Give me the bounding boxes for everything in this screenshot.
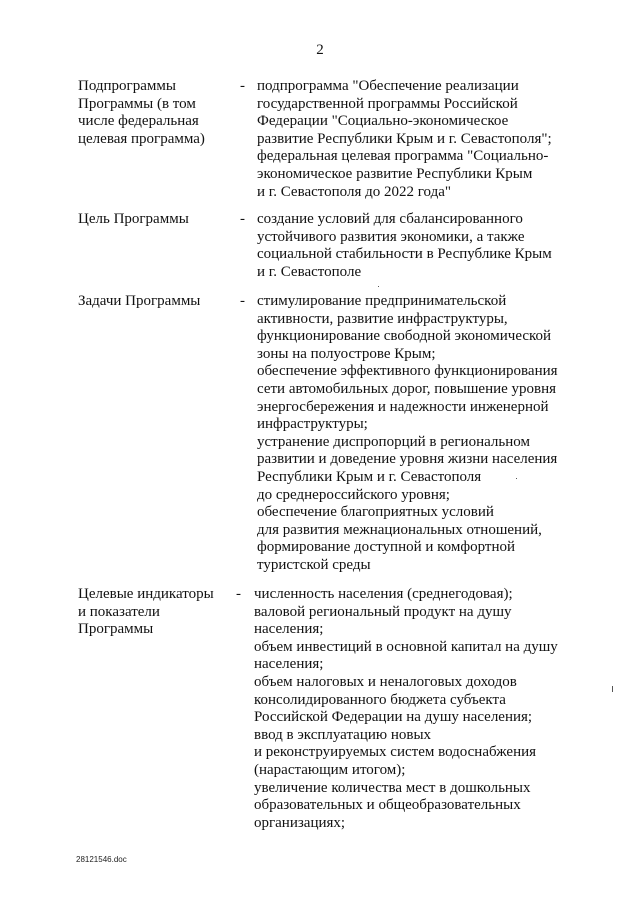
content-line: консолидированного бюджета субъекта — [254, 691, 506, 708]
row-content — [257, 78, 552, 201]
content-line: и г. Севастополе — [257, 263, 362, 280]
content-line: Республики Крым и г. Севастополя — [257, 468, 482, 485]
content-line: зоны на полуострове Крым; — [257, 345, 436, 362]
row-content — [257, 293, 558, 575]
content-line: развитие Республики Крым и г. Севастополя"; — [257, 130, 552, 147]
content-line: Российской Федерации на душу населения; — [254, 709, 533, 726]
content-line: федеральная целевая программа "Социально- — [257, 148, 549, 165]
page-number: 2 — [316, 42, 324, 58]
content-line: Федерации "Социально-экономическое — [257, 113, 509, 130]
content-line: энергосбережения и надежности инженерной — [257, 398, 549, 415]
content-line: инфраструктуры; — [257, 416, 368, 433]
row-dash: - — [240, 78, 245, 94]
content-line: подпрограмма "Обеспечение реализации — [257, 78, 519, 94]
content-line: (нарастающим итогом); — [254, 761, 406, 778]
content-line: объем налоговых и неналоговых доходов — [254, 673, 517, 690]
content-line: населения; — [254, 656, 324, 673]
scan-speck — [516, 478, 517, 479]
content-line: ввод в эксплуатацию новых — [254, 726, 432, 743]
content-line: обеспечение благоприятных условий — [257, 504, 494, 521]
content-line: устойчивого развития экономики, а также — [257, 228, 525, 245]
content-line: образовательных и общеобразовательных — [254, 797, 521, 814]
row-dash: - — [236, 586, 241, 602]
scan-speck — [378, 286, 379, 287]
content-line: населения; — [254, 621, 324, 638]
content-line: развитии и доведение уровня жизни населения — [257, 451, 558, 468]
content-line: государственной программы Российской — [257, 95, 518, 112]
scan-speck — [612, 686, 613, 692]
content-line: формирование доступной и комфортной — [257, 539, 516, 556]
content-line: организациях; — [254, 814, 346, 831]
row-label: Цель Программы — [78, 211, 189, 227]
content-line: обеспечение эффективного функционирования — [257, 363, 558, 380]
content-line: и реконструируемых систем водоснабжения — [254, 744, 537, 761]
content-line: увеличение количества мест в дошкольных — [254, 779, 531, 796]
content-line: стимулирование предпринимательской — [257, 293, 507, 309]
content-line: социальной стабильности в Республике Крым — [257, 246, 552, 263]
row-content — [254, 586, 558, 832]
row-dash: - — [240, 211, 245, 227]
row-label: Подпрограммы Программы (в том числе федеральная целевая программа) — [78, 78, 205, 147]
content-line: и г. Севастополя до 2022 года" — [257, 183, 451, 200]
content-line: для развития межнациональных отношений, — [257, 521, 542, 538]
content-line: численность населения (среднегодовая); — [254, 586, 513, 602]
row-dash: - — [240, 293, 245, 309]
content-line: функционирование свободной экономической — [257, 328, 552, 345]
content-line: валовой региональный продукт на душу — [254, 603, 512, 620]
footer-doc-code: 28121546.doc — [76, 855, 127, 864]
row-label: Целевые индикаторы и показатели Программы — [78, 586, 214, 638]
content-line: туристской среды — [257, 556, 371, 573]
row-content — [257, 211, 552, 281]
row-label: Задачи Программы — [78, 293, 201, 309]
content-line: активности, развитие инфраструктуры, — [257, 310, 508, 327]
content-line: объем инвестиций в основной капитал на душу — [254, 638, 558, 655]
content-line: сети автомобильных дорог, повышение уровня — [257, 380, 557, 397]
content-line: создание условий для сбалансированного — [257, 211, 523, 227]
content-line: экономическое развитие Республики Крым — [257, 165, 533, 182]
content-line: до среднероссийского уровня; — [257, 486, 450, 503]
content-line: устранение диспропорций в региональном — [257, 433, 530, 450]
